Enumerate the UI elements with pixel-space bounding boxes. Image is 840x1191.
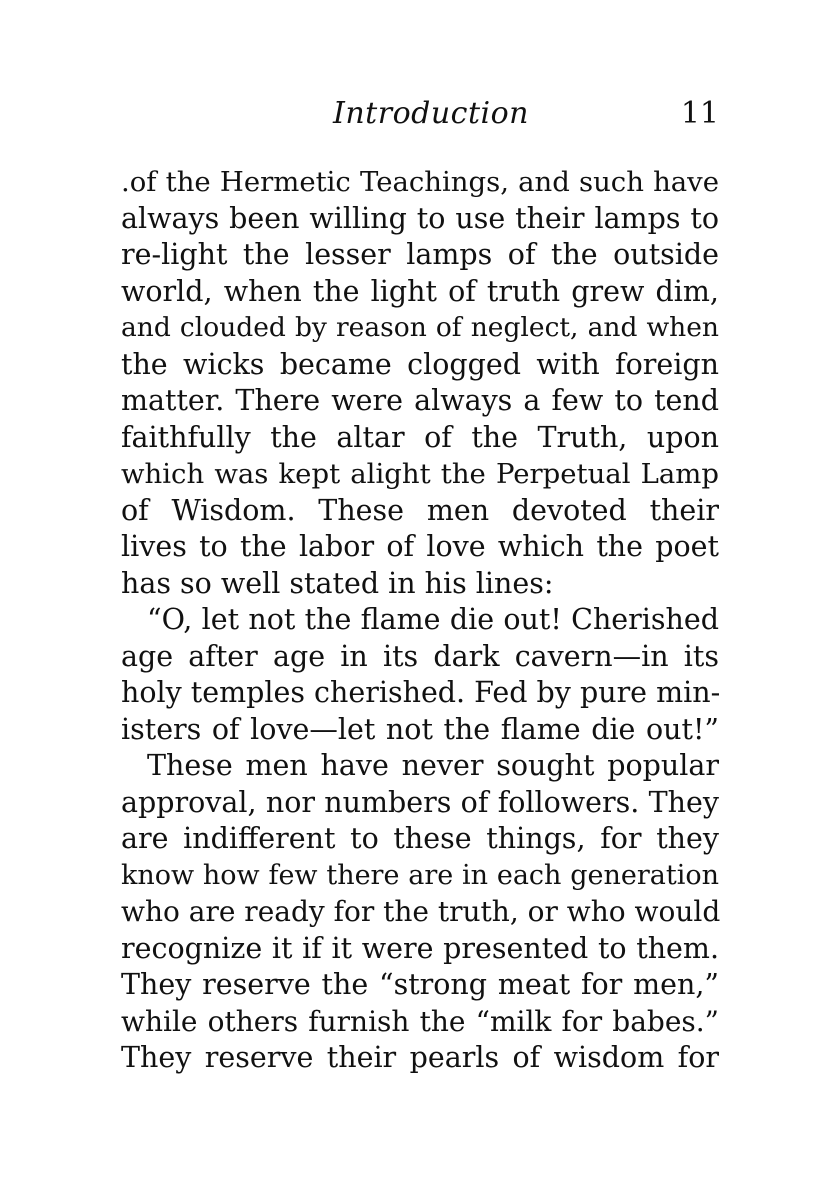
paragraph [121, 164, 719, 602]
text-line: the wicks became clogged with foreign [121, 347, 719, 381]
text-line: matter. There were always a few to tend [121, 384, 719, 417]
text-line: and clouded by reason of neglect, and when [121, 312, 719, 343]
text-line: “O, let not the flame die out! Cherished [147, 603, 719, 636]
text-line: approval, nor numbers of followers. They [121, 785, 719, 819]
text-line: They reserve their pearls of wisdom for [121, 1041, 719, 1074]
quotation-paragraph [121, 602, 719, 748]
text-line: They reserve the “strong meat for men,” [121, 968, 719, 1001]
text-line: which was kept alight the Perpetual Lamp [121, 458, 719, 490]
text-line: are indifferent to these things, for they [121, 822, 719, 855]
text-line: .of the Hermetic Teachings, and such have [121, 166, 719, 198]
text-line: has so well stated in his lines: [121, 566, 554, 600]
running-head [121, 96, 719, 136]
text-line: world, when the light of truth grew dim, [121, 274, 719, 308]
text-line: age after age in its dark cavern—in its [121, 639, 719, 673]
running-title: Introduction [333, 96, 529, 131]
page-number: 11 [680, 96, 719, 131]
text-line: while others furnish the “milk for babes.” [121, 1004, 719, 1038]
text-line: lives to the labor of love which the poet [121, 530, 719, 563]
text-line: of Wisdom. These men devoted their [121, 493, 719, 527]
text-line: always been willing to use their lamps to [121, 201, 719, 235]
text-line: who are ready for the truth, or who would [121, 895, 721, 928]
text-line: know how few there are in each generation [121, 859, 719, 891]
body-text [121, 164, 719, 1077]
text-line: recognize it if it were presented to them. [121, 931, 719, 965]
text-line: isters of love—let not the flame die out!” [121, 712, 719, 746]
text-line: faithfully the altar of the Truth, upon [121, 420, 719, 454]
text-line: These men have never sought popular [147, 749, 719, 782]
paragraph [121, 748, 719, 1077]
text-line: holy temples cherished. Fed by pure min- [121, 676, 721, 709]
text-line: re-light the lesser lamps of the outside [121, 238, 719, 271]
